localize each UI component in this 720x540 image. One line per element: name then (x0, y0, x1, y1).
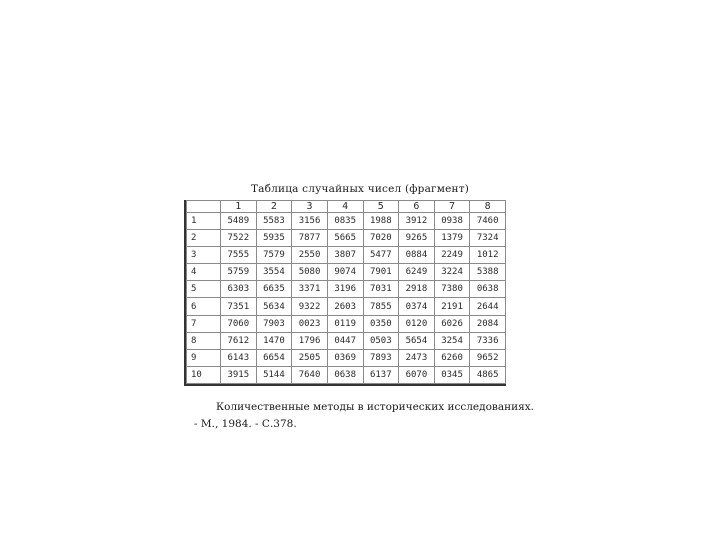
table-row (187, 213, 506, 230)
table-cell: 7877 (292, 230, 328, 247)
random-numbers-table (184, 200, 506, 386)
table-cell: 5388 (470, 264, 506, 281)
table-cell: 2644 (470, 298, 506, 315)
table-cell: 6260 (434, 349, 470, 366)
row-number-cell: 3 (187, 247, 221, 264)
table-cell: 3807 (327, 247, 363, 264)
table-cell: 0447 (327, 332, 363, 349)
table-cell: 5583 (256, 213, 292, 230)
table-cell: 6137 (363, 366, 399, 383)
table-cell: 0938 (434, 213, 470, 230)
table-header-row (187, 201, 506, 213)
table-cell: 7893 (363, 349, 399, 366)
table-cell: 5935 (256, 230, 292, 247)
table-cell: 2550 (292, 247, 328, 264)
table-cell: 0503 (363, 332, 399, 349)
table-cell: 9265 (399, 230, 435, 247)
table-row (187, 298, 506, 315)
table-row (187, 281, 506, 298)
header-cell: 6 (399, 201, 435, 213)
table-cell: 7031 (363, 281, 399, 298)
row-number-cell: 9 (187, 349, 221, 366)
table-cell: 1470 (256, 332, 292, 349)
table-row (187, 332, 506, 349)
table-cell: 5144 (256, 366, 292, 383)
table-row (187, 247, 506, 264)
table-cell: 1796 (292, 332, 328, 349)
table-cell: 7324 (470, 230, 506, 247)
table-cell: 7640 (292, 366, 328, 383)
table-cell: 2191 (434, 298, 470, 315)
table-cell: 1988 (363, 213, 399, 230)
table-cell: 7060 (221, 315, 257, 332)
table-cell: 7380 (434, 281, 470, 298)
table-cell: 7522 (221, 230, 257, 247)
table-cell: 0374 (399, 298, 435, 315)
table-cell: 5654 (399, 332, 435, 349)
table-cell: 7903 (256, 315, 292, 332)
header-cell: 7 (434, 201, 470, 213)
table-row (187, 349, 506, 366)
table-row (187, 366, 506, 383)
table-cell: 6303 (221, 281, 257, 298)
table-cell: 3156 (292, 213, 328, 230)
row-number-cell: 2 (187, 230, 221, 247)
table-cell: 0884 (399, 247, 435, 264)
table-cell: 7460 (470, 213, 506, 230)
table-cell: 7901 (363, 264, 399, 281)
table-cell: 5477 (363, 247, 399, 264)
table-cell: 6143 (221, 349, 257, 366)
table-cell: 2473 (399, 349, 435, 366)
table-cell: 7612 (221, 332, 257, 349)
table-cell: 7555 (221, 247, 257, 264)
table-cell: 1379 (434, 230, 470, 247)
table-row (187, 315, 506, 332)
header-cell (187, 201, 221, 213)
header-cell: 4 (327, 201, 363, 213)
table-cell: 0119 (327, 315, 363, 332)
header-cell: 1 (221, 201, 257, 213)
row-number-cell: 1 (187, 213, 221, 230)
table-cell: 2918 (399, 281, 435, 298)
table-cell: 9322 (292, 298, 328, 315)
table-cell: 0638 (327, 366, 363, 383)
table-cell: 3554 (256, 264, 292, 281)
table-cell: 0369 (327, 349, 363, 366)
table-cell: 3912 (399, 213, 435, 230)
row-number-cell: 4 (187, 264, 221, 281)
table-cell: 0345 (434, 366, 470, 383)
table-cell: 3224 (434, 264, 470, 281)
table-cell: 7336 (470, 332, 506, 349)
table-cell: 5634 (256, 298, 292, 315)
table-cell: 1012 (470, 247, 506, 264)
table-title: Таблица случайных чисел (фрагмент) (250, 183, 470, 195)
table-cell: 6070 (399, 366, 435, 383)
table-cell: 2603 (327, 298, 363, 315)
header-cell: 3 (292, 201, 328, 213)
table-cell: 6249 (399, 264, 435, 281)
table-cell: 0835 (327, 213, 363, 230)
row-number-cell: 10 (187, 366, 221, 383)
header-cell: 8 (470, 201, 506, 213)
table-row (187, 230, 506, 247)
table-cell: 9074 (327, 264, 363, 281)
source-citation: Количественные методы в исторических исследованиях. - М., 1984. - С.378. (194, 401, 534, 430)
header-cell: 5 (363, 201, 399, 213)
table-cell: 3254 (434, 332, 470, 349)
table-cell: 0023 (292, 315, 328, 332)
table-cell: 3915 (221, 366, 257, 383)
table-cell: 3371 (292, 281, 328, 298)
table-cell: 4865 (470, 366, 506, 383)
table-cell: 7020 (363, 230, 399, 247)
table-cell: 7579 (256, 247, 292, 264)
table-cell: 7855 (363, 298, 399, 315)
row-number-cell: 8 (187, 332, 221, 349)
table-cell: 5759 (221, 264, 257, 281)
table-cell: 5665 (327, 230, 363, 247)
row-number-cell: 7 (187, 315, 221, 332)
table-cell: 5080 (292, 264, 328, 281)
table-cell: 6026 (434, 315, 470, 332)
table-cell: 7351 (221, 298, 257, 315)
table-cell: 2249 (434, 247, 470, 264)
table-cell: 0120 (399, 315, 435, 332)
table-cell: 2505 (292, 349, 328, 366)
table-cell: 5489 (221, 213, 257, 230)
row-number-cell: 5 (187, 281, 221, 298)
table-cell: 6635 (256, 281, 292, 298)
table-cell: 6654 (256, 349, 292, 366)
table-cell: 2084 (470, 315, 506, 332)
table-cell: 0638 (470, 281, 506, 298)
header-cell: 2 (256, 201, 292, 213)
table-cell: 0350 (363, 315, 399, 332)
table-cell: 9652 (470, 349, 506, 366)
table-cell: 3196 (327, 281, 363, 298)
row-number-cell: 6 (187, 298, 221, 315)
table-row (187, 264, 506, 281)
